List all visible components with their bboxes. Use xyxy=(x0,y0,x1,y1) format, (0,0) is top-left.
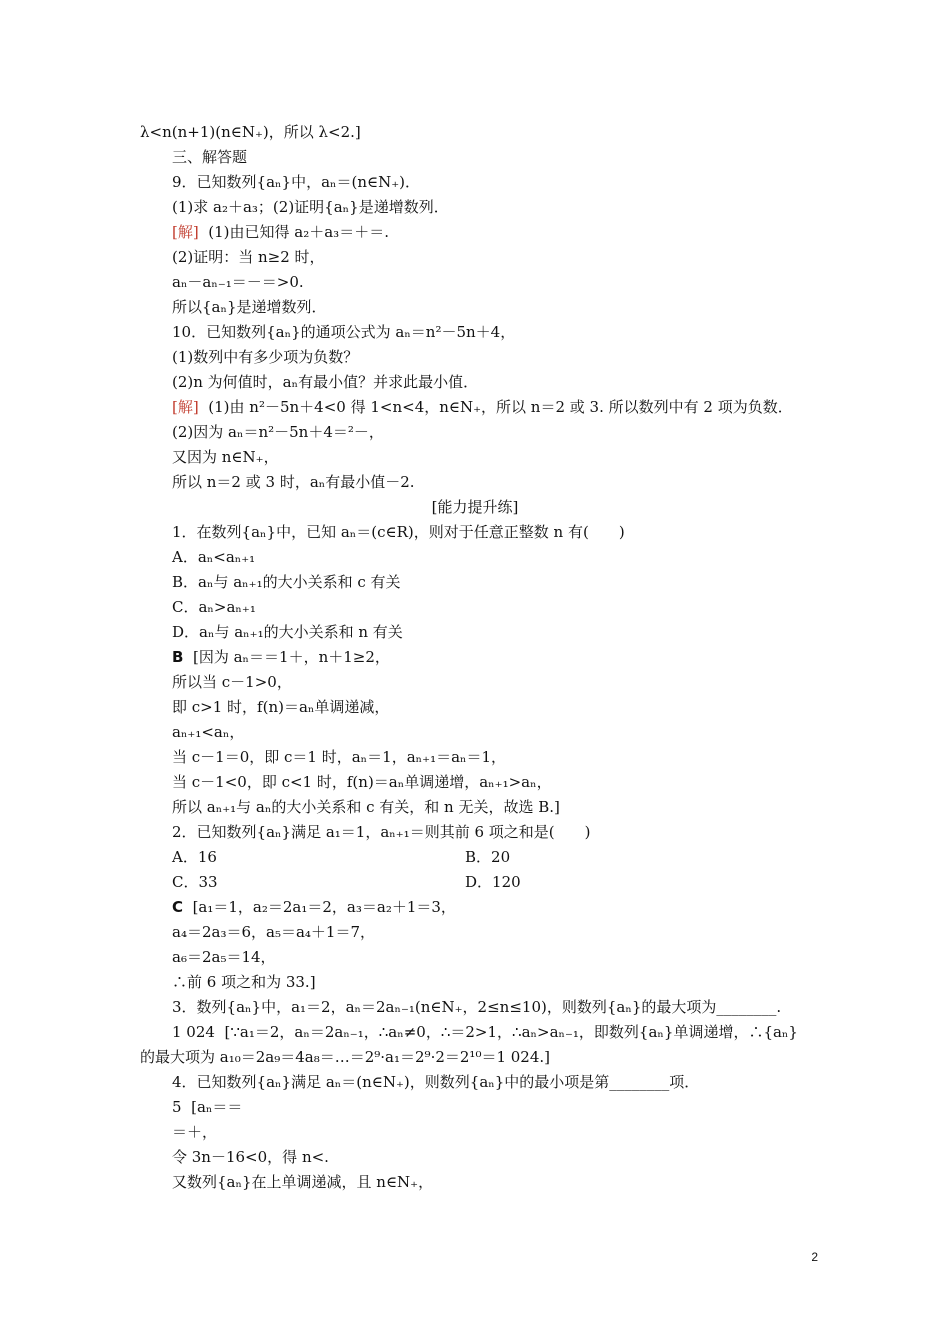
text-line: [解] (1)由 n²－5n＋4<0 得 1<n<4，n∈N₊，所以 n＝2 或 3. 所以数列中有 2 项为负数． xyxy=(172,398,793,416)
answer-line: B [因为 aₙ＝＝1＋，n＋1≥2， xyxy=(172,648,390,666)
text-line: aₙ₊₁<aₙ， xyxy=(172,723,245,741)
text-line: 当 c－1<0，即 c<1 时，f(n)＝aₙ单调递增，aₙ₊₁>aₙ， xyxy=(172,773,552,791)
text-line: 所以 aₙ₊₁与 aₙ的大小关系和 c 有关，和 n 无关，故选 B.] xyxy=(172,798,560,816)
answer-line: 1 024 [∵a₁＝2，aₙ＝2aₙ₋₁，∴aₙ≠0，∴＝2>1，∴aₙ>aₙ₋₁，即数列{aₙ}单调递增，∴{aₙ} xyxy=(172,1023,798,1041)
option-a: A．aₙ<aₙ₊₁ xyxy=(172,548,256,566)
text-line: (2)n 为何值时，aₙ有最小值？并求此最小值． xyxy=(172,373,479,391)
text-line: a₄＝2a₃＝6，a₅＝a₄＋1＝7， xyxy=(172,923,375,941)
section-title: [能力提升练] xyxy=(431,498,519,516)
question-9: 9．已知数列{aₙ}中，aₙ＝(n∈N₊)． xyxy=(172,173,421,191)
text-line: 令 3n－16<0，得 n<. xyxy=(172,1148,329,1166)
text-line: 所以{aₙ}是递增数列． xyxy=(172,298,327,316)
text-line: 所以 n＝2 或 3 时，aₙ有最小值－2. xyxy=(172,473,415,491)
text-line: 即 c>1 时，f(n)＝aₙ单调递减， xyxy=(172,698,390,716)
text-line: 又因为 n∈N₊， xyxy=(172,448,279,466)
question-3: 3．数列{aₙ}中，a₁＝2，aₙ＝2aₙ₋₁(n∈N₊，2≤n≤10)，则数列{aₙ}的最大项为________. xyxy=(172,998,782,1016)
text-line: ＝＋， xyxy=(172,1123,218,1141)
answer-line: C [a₁＝1，a₂＝2a₁＝2，a₃＝a₂＋1＝3， xyxy=(172,898,456,916)
answer-line: 5 [aₙ＝＝ xyxy=(172,1098,243,1116)
solution-tag: [解] xyxy=(172,223,199,241)
text-line: 又数列{aₙ}在上单调递减，且 n∈N₊， xyxy=(172,1173,434,1191)
question-4: 4．已知数列{aₙ}满足 aₙ＝(n∈N₊)，则数列{aₙ}中的最小项是第________项． xyxy=(172,1073,700,1091)
question-2: 2．已知数列{aₙ}满足 a₁＝1，aₙ₊₁＝则其前 6 项之和是( ) xyxy=(172,823,591,841)
section-heading: 三、解答题 xyxy=(172,148,248,166)
text-line: (1)求 a₂＋a₃；(2)证明{aₙ}是递增数列． xyxy=(172,198,449,216)
text-line: a₆＝2a₅＝14， xyxy=(172,948,276,966)
text-line: (2)因为 aₙ＝n²－5n＋4＝²－， xyxy=(172,423,384,441)
option-d: D．120 xyxy=(465,873,521,891)
option-d: D．aₙ与 aₙ₊₁的大小关系和 n 有关 xyxy=(172,623,403,641)
text-line: 当 c－1＝0，即 c＝1 时，aₙ＝1，aₙ₊₁＝aₙ＝1， xyxy=(172,748,507,766)
text-line: aₙ－aₙ₋₁＝－＝>0. xyxy=(172,273,304,291)
answer-3: 1 024 xyxy=(172,1023,215,1041)
answer-1: B xyxy=(172,648,184,666)
option-a: A．16 xyxy=(172,848,217,866)
text-line: (2)证明：当 n≥2 时， xyxy=(172,248,325,266)
solution-tag: [解] xyxy=(172,398,199,416)
answer-2: C xyxy=(172,898,184,916)
option-c: C．33 xyxy=(172,873,218,891)
text-line: λ<n(n+1)(n∈N₊)，所以 λ<2.] xyxy=(140,123,361,141)
text-line: (1)数列中有多少项为负数？ xyxy=(172,348,359,366)
text-line: [解] (1)由已知得 a₂＋a₃＝＋＝. xyxy=(172,223,389,241)
option-b: B．aₙ与 aₙ₊₁的大小关系和 c 有关 xyxy=(172,573,401,591)
option-c: C．aₙ>aₙ₊₁ xyxy=(172,598,256,616)
text-line: 的最大项为 a₁₀＝2a₉＝4a₈＝…＝2⁹·a₁＝2⁹·2＝2¹⁰＝1 024.] xyxy=(140,1048,551,1066)
text-line: 所以当 c－1>0， xyxy=(172,673,292,691)
question-1: 1．在数列{aₙ}中，已知 aₙ＝(c∈R)，则对于任意正整数 n 有( ) xyxy=(172,523,625,541)
page-number: 2 xyxy=(811,1250,818,1264)
text-line: ∴前 6 项之和为 33.] xyxy=(172,973,316,991)
answer-4: 5 xyxy=(172,1098,182,1116)
option-b: B．20 xyxy=(465,848,511,866)
question-10: 10．已知数列{aₙ}的通项公式为 aₙ＝n²－5n＋4， xyxy=(172,323,516,341)
